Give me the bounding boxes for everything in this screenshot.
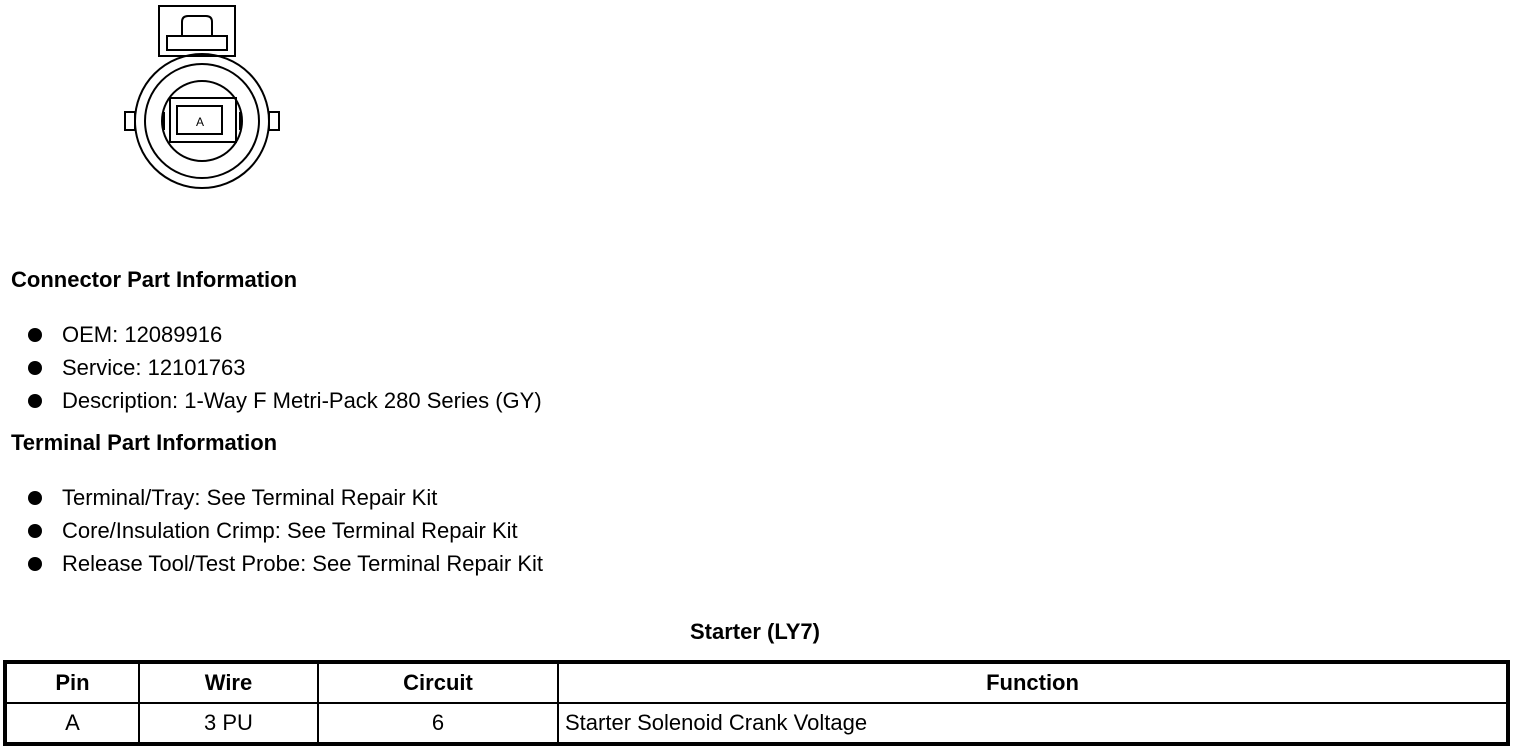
connector-lock-tab-inner [167, 36, 227, 50]
list-item: Release Tool/Test Probe: See Terminal Repair Kit [28, 547, 543, 580]
table-header-row [6, 663, 1507, 703]
list-item: Core/Insulation Crimp: See Terminal Repair Kit [28, 514, 543, 547]
pinout-table-title: Starter (LY7) [689, 619, 820, 644]
terminal-part-info-heading: Terminal Part Information [11, 430, 278, 455]
list-item: Terminal/Tray: See Terminal Repair Kit [28, 481, 543, 514]
connector-right-ear [269, 112, 279, 130]
cell-wire: 3 PU [139, 703, 318, 743]
connector-lock-tab [159, 6, 235, 56]
column-header-function: Function [558, 663, 1507, 703]
connector-part-info-list [28, 318, 542, 417]
pinout-table [5, 662, 1508, 744]
list-item: Service: 12101763 [28, 351, 542, 384]
list-item: Description: 1-Way F Metri-Pack 280 Series (GY) [28, 384, 542, 417]
bullet-icon [28, 394, 42, 408]
terminal-label: A [195, 115, 205, 129]
bullet-icon [28, 361, 42, 375]
connector-part-info-heading: Connector Part Information [11, 267, 298, 292]
cell-function: Starter Solenoid Crank Voltage [558, 703, 1507, 743]
terminal-part-info-list [28, 481, 543, 580]
bullet-icon [28, 491, 42, 505]
connector-left-ear [125, 112, 135, 130]
bullet-icon [28, 328, 42, 342]
connector-lock-latch [182, 16, 212, 36]
bullet-icon [28, 524, 42, 538]
table-row [6, 703, 1507, 743]
bullet-icon [28, 557, 42, 571]
column-header-pin: Pin [6, 663, 139, 703]
column-header-circuit: Circuit [318, 663, 558, 703]
cell-pin: A [6, 703, 139, 743]
connector-face-diagram [120, 0, 290, 200]
list-item: OEM: 12089916 [28, 318, 542, 351]
column-header-wire: Wire [139, 663, 318, 703]
cell-circuit: 6 [318, 703, 558, 743]
